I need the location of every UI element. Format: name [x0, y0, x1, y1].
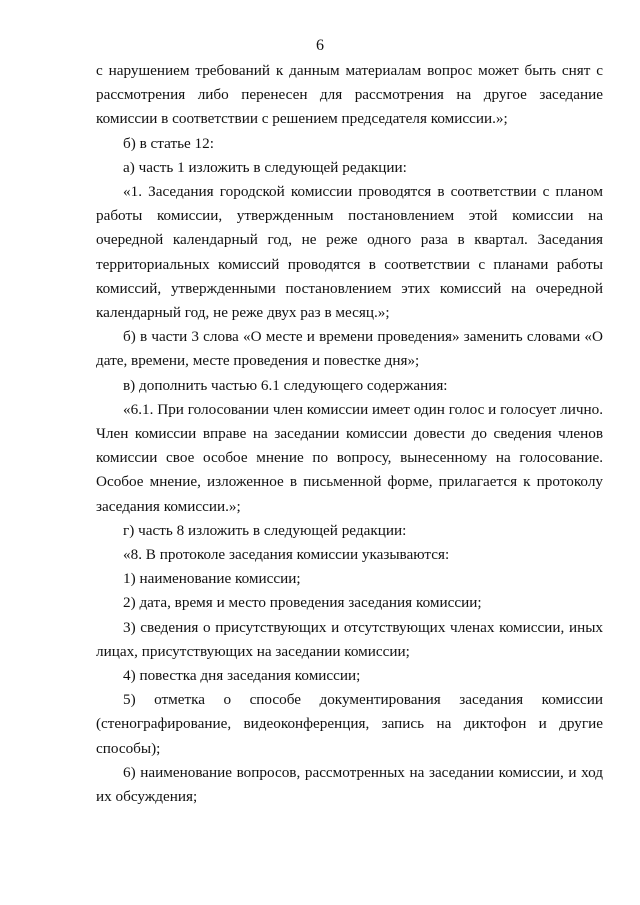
list-item: 5) отметка о способе документирования заседания комиссии (стенографирование, видеоконференция, запись на диктофон и другие способы); [96, 691, 603, 757]
list-item: 2) дата, время и место проведения заседания комиссии; [123, 594, 482, 612]
page-number: 6 [316, 37, 324, 54]
paragraph-continuation: с нарушением требований к данным материалам вопрос может быть снят с рассмотрения либо перенесен для рассмотрения на другое заседание комиссии в соответствии с решением председателя комиссии.»; [96, 62, 603, 128]
list-item: 3) сведения о присутствующих и отсутствующих членах комиссии, иных лицах, присутствующих на заседании комиссии; [96, 618, 603, 660]
paragraph-part-8-heading: г) часть 8 изложить в следующей редакции: [123, 521, 407, 539]
document-body [96, 59, 603, 809]
list-item: 1) наименование комиссии; [123, 570, 301, 588]
list-item: 4) повестка дня заседания комиссии; [123, 667, 361, 685]
paragraph-part-3: б) в части 3 слова «О месте и времени проведения» заменить словами «О дате, времени, месте проведения и повестке дня»; [96, 328, 603, 370]
paragraph-part-8-intro: «8. В протоколе заседания комиссии указываются: [123, 546, 450, 564]
paragraph-part-6-1-text: «6.1. При голосовании член комиссии имеет один голос и голосует лично. Член комиссии вправе на заседании комиссии довести до сведения членов комиссии свое особое мнение по вопросу, вынесенному на голосование. Особое мнение, изложенное в письменной форме, прилагается к протоколу заседания комиссии.»; [96, 400, 603, 515]
paragraph-part-6-1-heading: в) дополнить частью 6.1 следующего содержания: [123, 376, 448, 394]
paragraph-part-1-heading: а) часть 1 изложить в следующей редакции: [123, 158, 407, 176]
paragraph-article-12: б) в статье 12: [123, 134, 214, 152]
list-item: 6) наименование вопросов, рассмотренных на заседании комиссии, и ход их обсуждения; [96, 763, 603, 806]
paragraph-part-1-text: «1. Заседания городской комиссии проводятся в соответствии с планом работы комиссии, утвержденным постановлением этой комиссии на очередной календарный год, не реже одного раза в квартал. Заседания территориальных комиссий проводятся в соответствии с планами работы комиссий, утвержденными постановлением этих комиссий на очередной календарный год, не реже двух раз в месяц.»; [96, 183, 603, 322]
